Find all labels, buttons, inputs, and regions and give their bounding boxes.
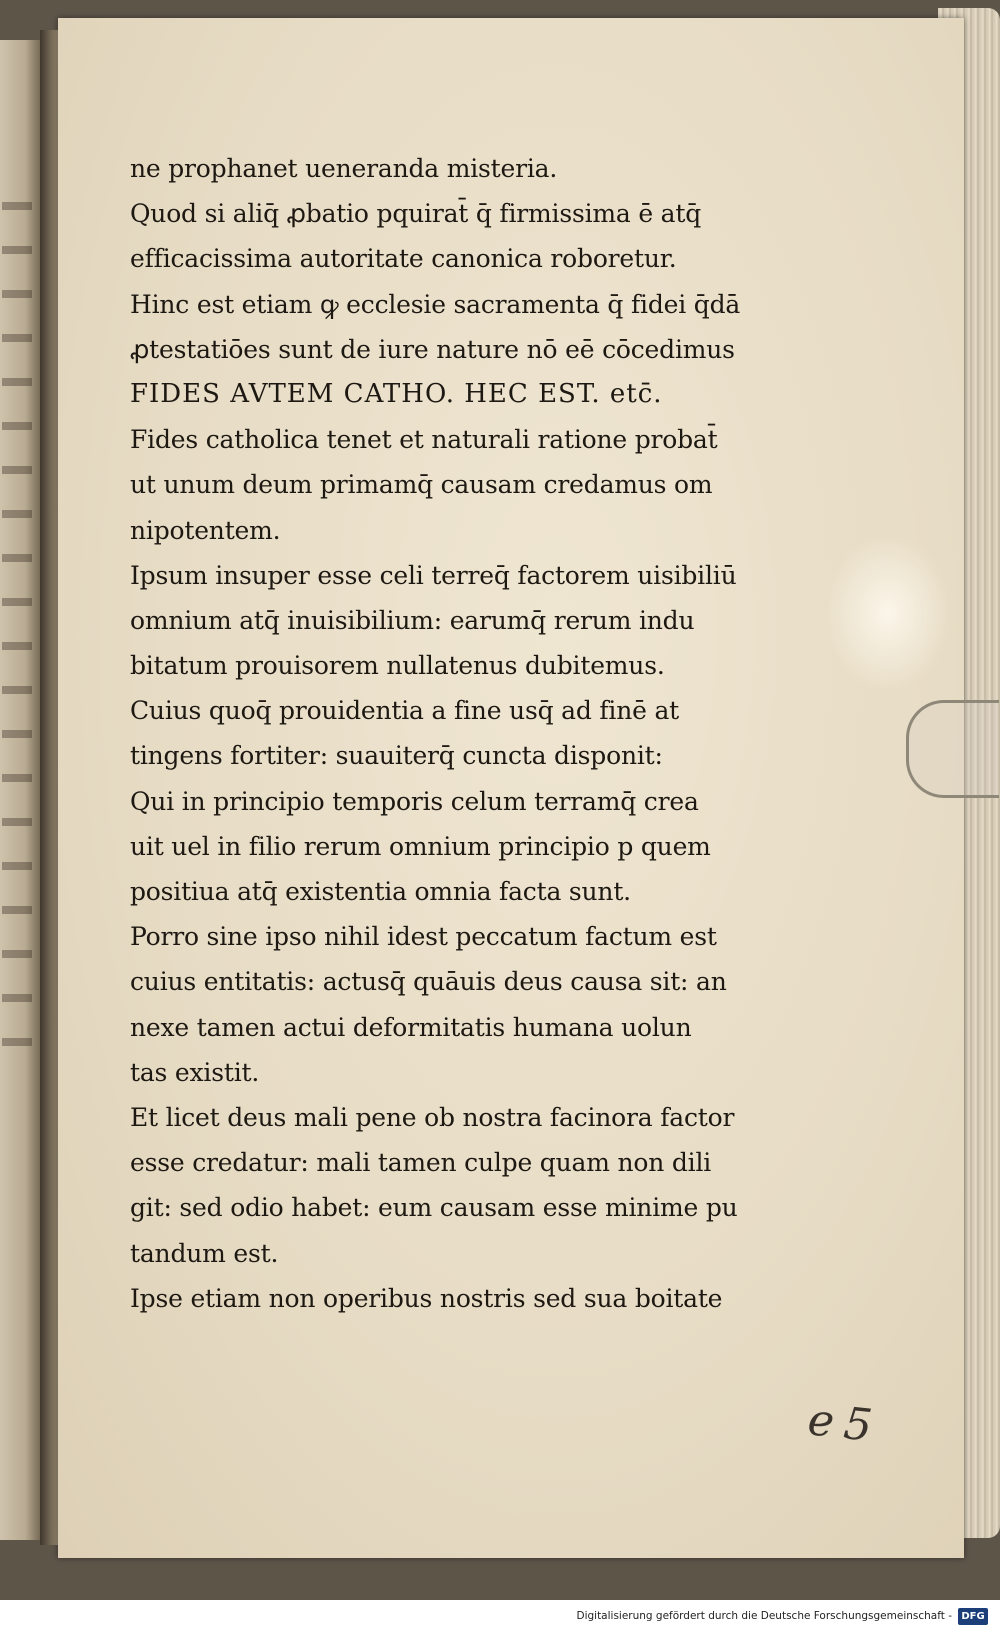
facing-page-edge — [0, 40, 42, 1540]
text-block — [130, 146, 770, 1321]
text-line: Fides catholica tenet et naturali ratione probat̄ — [130, 425, 718, 455]
text-line: tingens fortiter: suauiterq̄ cuncta disponit: — [130, 741, 663, 771]
handwritten-signature-mark: e5 — [805, 1394, 885, 1453]
footer-bar — [0, 1600, 1000, 1637]
text-line: ut unum deum primamq̄ causam credamus om — [130, 470, 713, 500]
text-line: tas existit. — [130, 1057, 260, 1087]
text-line: nipotentem. — [130, 515, 281, 545]
paper-stain — [828, 538, 948, 688]
text-line: omnium atq̄ inuisibilium: earumq̄ rerum indu — [130, 605, 695, 635]
text-line: esse credatur: mali tamen culpe quam non dili — [130, 1148, 712, 1178]
text-line: git: sed odio habet: eum causam esse minime pu — [130, 1193, 738, 1223]
text-line: cuius entitatis: actusq̄ quāuis deus causa sit: an — [130, 967, 727, 997]
text-line: Et licet deus mali pene ob nostra facinora factor — [130, 1102, 735, 1132]
text-line: tandum est. — [130, 1238, 279, 1268]
folio-page — [58, 18, 964, 1558]
text-line: Hinc est etiam ꝙ ecclesie sacramenta q̄ fidei q̄dā — [130, 289, 741, 319]
paper-clip — [906, 700, 999, 798]
text-line: Ipse etiam non operibus nostris sed sua boitate — [130, 1283, 723, 1313]
text-line: efficacissima autoritate canonica roboretur. — [130, 244, 677, 274]
text-line: Cuius quoq̄ prouidentia a fine usq̄ ad finē at — [130, 696, 680, 726]
text-line: Quod si aliq̄ ꝓbatio pquirat̄ q̄ firmissima ē atq̄ — [130, 199, 702, 229]
funding-credit: Digitalisierung gefördert durch die Deutsche Forschungsgemeinschaft - — [576, 1610, 952, 1622]
text-line: Ipsum insuper esse celi terreq̄ factorem uisibiliū — [130, 560, 737, 590]
text-line: ꝓtestatiōes sunt de iure nature nō eē cōcedimus — [130, 334, 735, 364]
text-line: uit uel in filio rerum omnium principio p quem — [130, 831, 711, 861]
text-line: bitatum prouisorem nullatenus dubitemus. — [130, 651, 665, 681]
section-heading: FIDES AVTEM CATHO. HEC EST. etc̄. — [130, 378, 663, 409]
text-line: nexe tamen actui deformitatis humana uolun — [130, 1012, 692, 1042]
text-line: Qui in principio temporis celum terramq̄ crea — [130, 786, 699, 816]
text-line: ne prophanet ueneranda misteria. — [130, 154, 558, 183]
dfg-logo-icon: DFG — [958, 1608, 988, 1625]
facing-page-text-fragments — [2, 180, 32, 1080]
text-line: Porro sine ipso nihil idest peccatum factum est — [130, 922, 717, 952]
text-line: positiua atq̄ existentia omnia facta sunt. — [130, 877, 631, 906]
